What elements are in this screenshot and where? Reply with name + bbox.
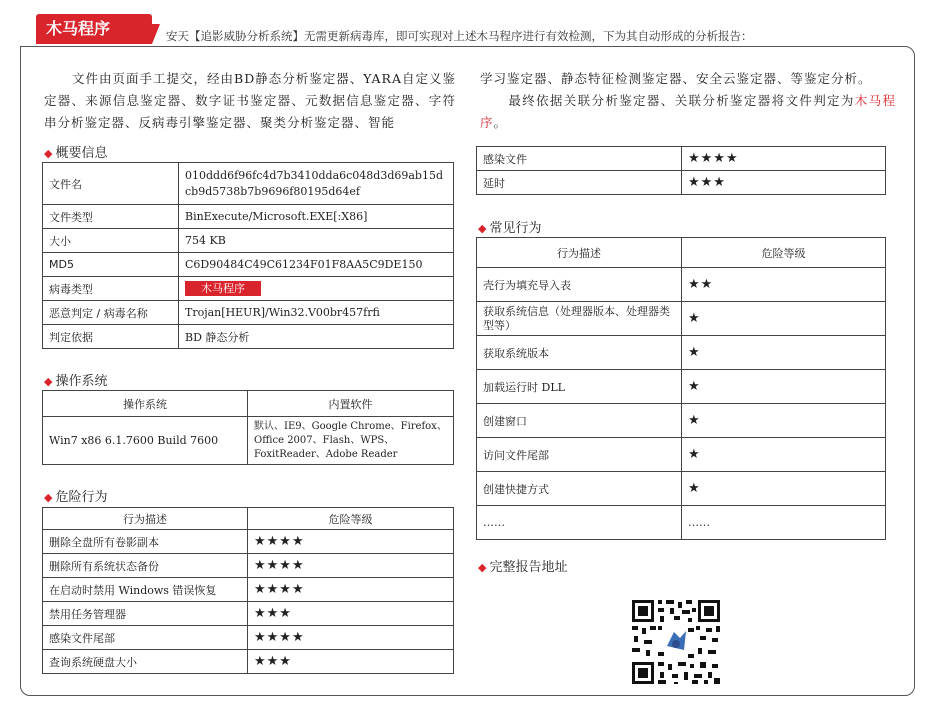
column-header: 操作系统 — [43, 391, 248, 417]
behavior-desc: 禁用任务管理器 — [43, 602, 248, 626]
behavior-desc: 壳行为填充导入表 — [477, 268, 682, 302]
table-row — [43, 301, 454, 325]
behavior-desc: 获取系统信息（处理器版本、处理器类型等） — [477, 302, 682, 336]
table-row — [477, 506, 886, 540]
risk-level: ★★★ — [682, 171, 886, 195]
table-row — [477, 238, 886, 268]
risk-level: ★★★★ — [248, 626, 454, 650]
column-header: 内置软件 — [248, 391, 454, 417]
qr-code-icon[interactable] — [630, 598, 722, 686]
report-heading: ◆ 完整报告地址 — [478, 560, 568, 575]
software-value: 默认、IE9、Google Chrome、Firefox、Office 2007、Flash、WPS、FoxitReader、Adobe Reader — [248, 417, 454, 465]
os-table — [42, 390, 454, 465]
table-row — [43, 554, 454, 578]
risk-level: …… — [682, 506, 886, 540]
table-row — [43, 578, 454, 602]
column-header: 行为描述 — [43, 508, 248, 530]
overview-value: 010ddd6f96fc4d7b3410dda6c048d3d69ab15dcb9d5738b7b9696f80195d64ef — [179, 163, 454, 205]
table-row — [477, 472, 886, 506]
behavior-desc: 延时 — [477, 171, 682, 195]
table-row — [43, 325, 454, 349]
overview-value: C6D90484C49C61234F01F8AA5C9DE150 — [179, 253, 454, 277]
risk-level: ★★★ — [248, 602, 454, 626]
table-row — [477, 404, 886, 438]
diamond-icon: ◆ — [44, 375, 53, 388]
risk-level: ★ — [682, 302, 886, 336]
overview-label: 大小 — [43, 229, 179, 253]
table-row — [477, 336, 886, 370]
risk-level: ★ — [682, 472, 886, 506]
overview-label: MD5 — [43, 253, 179, 277]
diamond-icon: ◆ — [478, 561, 487, 574]
diamond-icon: ◆ — [44, 147, 53, 160]
table-row — [43, 650, 454, 674]
behavior-desc: 删除所有系统状态备份 — [43, 554, 248, 578]
table-row — [43, 626, 454, 650]
danger-table — [42, 507, 454, 674]
overview-label: 恶意判定 / 病毒名称 — [43, 301, 179, 325]
table-row — [43, 205, 454, 229]
analysis-paragraph-right: 学习鉴定器、静态特征检测鉴定器、安全云鉴定器、等鉴定分析。 最终依据关联分析鉴定器、关联分析鉴定器将文件判定为木马程序。 — [480, 71, 896, 130]
diamond-icon: ◆ — [478, 222, 487, 235]
overview-value: BinExecute/Microsoft.EXE[:X86] — [179, 205, 454, 229]
behavior-desc: 加载运行时 DLL — [477, 370, 682, 404]
behavior-desc: 获取系统版本 — [477, 336, 682, 370]
behavior-desc: 创建窗口 — [477, 404, 682, 438]
behavior-desc: 感染文件尾部 — [43, 626, 248, 650]
overview-table — [42, 162, 454, 349]
risk-level: ★★★★ — [248, 530, 454, 554]
section-tag: 木马程序 — [36, 14, 152, 44]
table-row — [43, 163, 454, 205]
overview-value: 754 KB — [179, 229, 454, 253]
column-header: 行为描述 — [477, 238, 682, 268]
overview-label: 判定依据 — [43, 325, 179, 349]
overview-label: 病毒类型 — [43, 277, 179, 301]
risk-level: ★★★★ — [248, 578, 454, 602]
common-heading: ◆ 常见行为 — [478, 221, 542, 236]
common-table — [476, 237, 886, 540]
table-row — [43, 508, 454, 530]
overview-label: 文件名 — [43, 163, 179, 205]
table-row — [43, 417, 454, 465]
table-row — [43, 391, 454, 417]
table-row — [43, 253, 454, 277]
overview-heading: ◆ 概要信息 — [44, 146, 108, 161]
intro-text: 安天【追影威胁分析系统】无需更新病毒库，即可实现对上述木马程序进行有效检测，下为其自动形成的分析报告： — [166, 29, 753, 43]
behavior-desc: 感染文件 — [477, 147, 682, 171]
os-value: Win7 x86 6.1.7600 Build 7600 — [43, 417, 248, 465]
risk-level: ★ — [682, 438, 886, 472]
table-row — [43, 602, 454, 626]
table-row — [43, 530, 454, 554]
diamond-icon: ◆ — [44, 491, 53, 504]
table-row — [477, 302, 886, 336]
danger-heading: ◆ 危险行为 — [44, 490, 108, 505]
behavior-desc: 访问文件尾部 — [477, 438, 682, 472]
risk-level: ★ — [682, 370, 886, 404]
column-header: 危险等级 — [248, 508, 454, 530]
behavior-desc: 创建快捷方式 — [477, 472, 682, 506]
risk-level: ★★★★ — [682, 147, 886, 171]
table-row — [477, 147, 886, 171]
danger-table-continued — [476, 146, 886, 195]
risk-level: ★★★★ — [248, 554, 454, 578]
table-row — [477, 370, 886, 404]
overview-value: Trojan[HEUR]/Win32.V00br457frfi — [179, 301, 454, 325]
overview-value — [179, 277, 454, 301]
behavior-desc: 在启动时禁用 Windows 错误恢复 — [43, 578, 248, 602]
table-row — [477, 438, 886, 472]
table-row — [477, 171, 886, 195]
table-row — [43, 277, 454, 301]
table-row — [477, 268, 886, 302]
verdict-highlight: 木马程序 — [480, 93, 896, 130]
risk-level: ★ — [682, 336, 886, 370]
os-heading: ◆ 操作系统 — [44, 374, 108, 389]
analysis-paragraph-left: 文件由页面手工提交，经由BD静态分析鉴定器、YARA自定义鉴定器、来源信息鉴定器、数字证书鉴定器、元数据信息鉴定器、字符串分析鉴定器、反病毒引擎鉴定器、聚类分析鉴定器、智能 — [44, 71, 456, 130]
table-row — [43, 229, 454, 253]
virus-type-badge: 木马程序 — [185, 281, 261, 296]
behavior-desc: 删除全盘所有卷影副本 — [43, 530, 248, 554]
risk-level: ★★ — [682, 268, 886, 302]
risk-level: ★ — [682, 404, 886, 438]
overview-value: BD 静态分析 — [179, 325, 454, 349]
risk-level: ★★★ — [248, 650, 454, 674]
overview-label: 文件类型 — [43, 205, 179, 229]
behavior-desc: …… — [477, 506, 682, 540]
column-header: 危险等级 — [682, 238, 886, 268]
behavior-desc: 查询系统硬盘大小 — [43, 650, 248, 674]
